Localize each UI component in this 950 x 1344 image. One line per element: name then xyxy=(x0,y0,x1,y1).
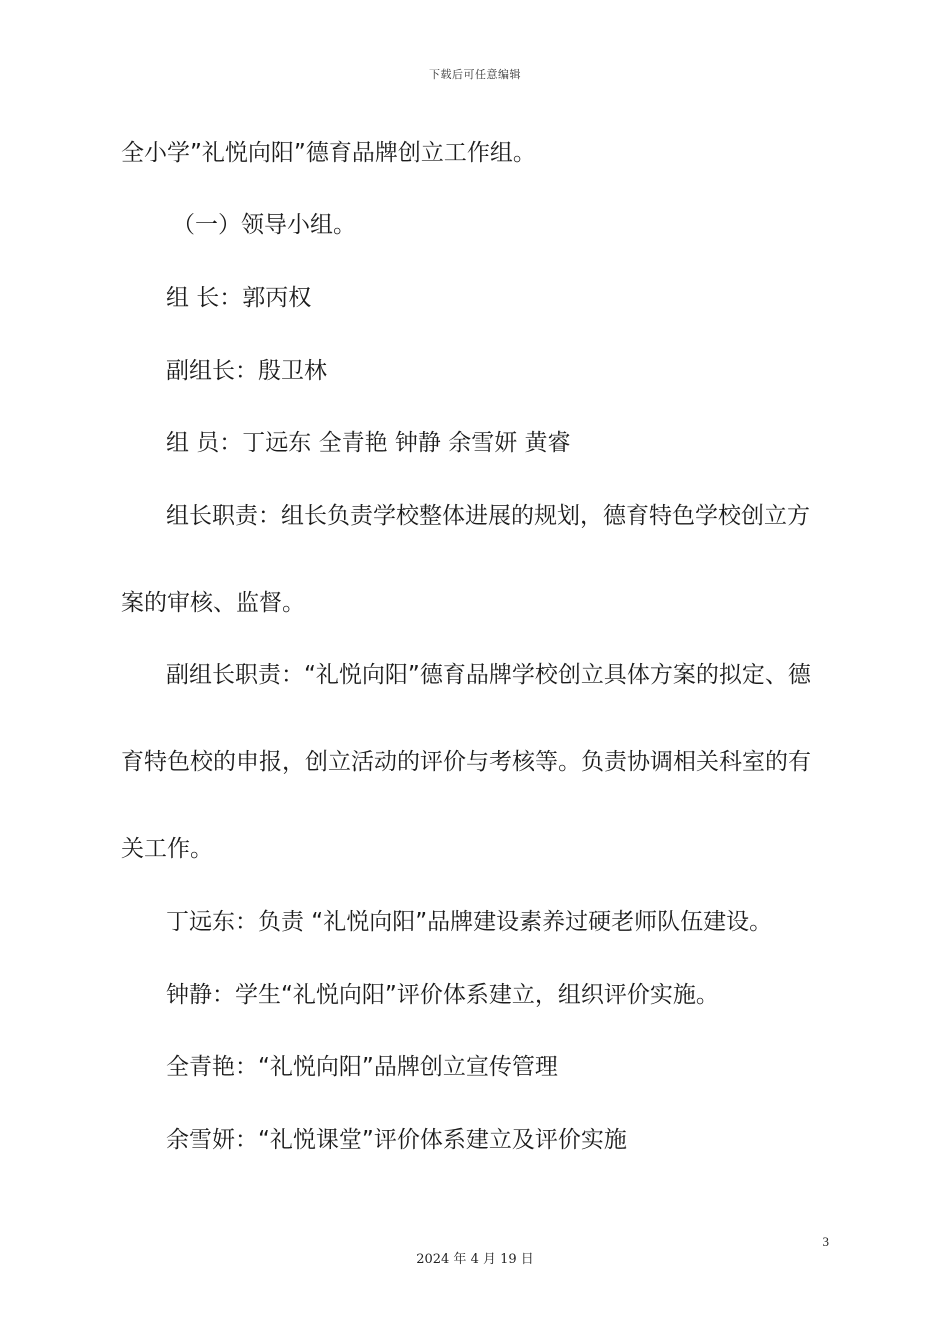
page-number: 3 xyxy=(822,1234,829,1249)
leader-duty-line-2: 案的审核、监督。 xyxy=(121,590,305,616)
section-heading: （一）领导小组。 xyxy=(172,212,356,238)
footer-date: 2024 年 4 月 19 日 xyxy=(416,1252,534,1267)
deputy-duty-line-2: 育特色校的申报，创立活动的评价与考核等。负责协调相关科室的有 xyxy=(121,749,811,775)
duty-zhong-line: 钟静：学生“礼悦向阳”评价体系建立，组织评价实施。 xyxy=(166,982,719,1008)
duty-ding-line: 丁远东：负责 “礼悦向阳”品牌建设素养过硬老师队伍建设。 xyxy=(166,909,773,935)
header-note: 下载后可任意编辑 xyxy=(429,68,521,81)
deputy-leader-line: 副组长：殷卫林 xyxy=(166,358,327,384)
deputy-duty-line-1: 副组长职责：“礼悦向阳”德育品牌学校创立具体方案的拟定、德 xyxy=(166,662,811,688)
intro-line: 全小学”礼悦向阳”德育品牌创立工作组。 xyxy=(121,140,536,166)
duty-quan-line: 全青艳：“礼悦向阳”品牌创立宣传管理 xyxy=(166,1054,558,1080)
deputy-duty-line-3: 关工作。 xyxy=(121,836,213,862)
leader-duty-line-1: 组长职责：组长负责学校整体进展的规划，德育特色学校创立方 xyxy=(166,503,810,529)
members-line: 组 员：丁远东 全青艳 钟静 余雪妍 黄睿 xyxy=(166,430,571,456)
leader-line: 组 长：郭丙权 xyxy=(166,285,312,311)
duty-yu-line: 余雪妍：“礼悦课堂”评价体系建立及评价实施 xyxy=(166,1127,627,1153)
